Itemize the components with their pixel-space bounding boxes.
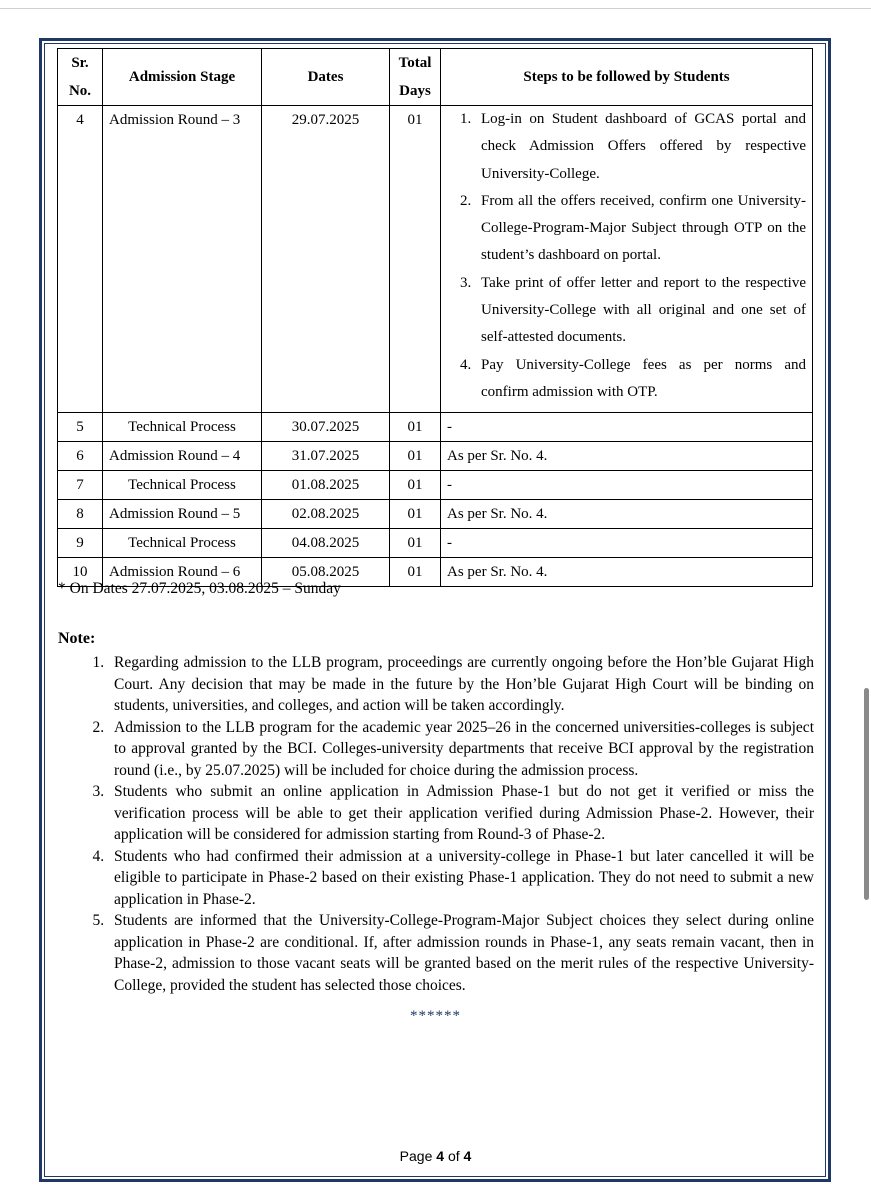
note-item: 1. Regarding admission to the LLB program, proceedings are currently ongoing before the Hon’ble Gujarat High Court. Any decision that may be made in the future by the Hon’ble Gujarat High Court will be binding on students, universities, and colleges, and action will be taken accordingly. xyxy=(108,652,814,717)
notes-list xyxy=(58,652,814,996)
page-current: 4 xyxy=(436,1148,445,1164)
page-number xyxy=(0,1148,871,1164)
row-days: 01 xyxy=(390,442,441,471)
row-sr: 9 xyxy=(58,529,103,558)
step-item: 4. Pay University-College fees as per norms and confirm admission with OTP. xyxy=(475,352,806,407)
table-row xyxy=(58,471,813,500)
header-steps: Steps to be followed by Students xyxy=(441,49,813,106)
table-row xyxy=(58,413,813,442)
row-note: As per Sr. No. 4. xyxy=(441,500,813,529)
row-stage: Admission Round – 4 xyxy=(103,442,262,471)
top-edge xyxy=(0,0,871,9)
row-date: 31.07.2025 xyxy=(262,442,390,471)
note-item: 2. Admission to the LLB program for the academic year 2025–26 in the concerned universities-colleges is subject to approval granted by the BCI. Colleges-university departments that receive BCI approval by the registration round (i.e., by 25.07.2025) will be included for choice during the admission process. xyxy=(108,717,814,782)
row-days: 01 xyxy=(390,471,441,500)
row-days: 01 xyxy=(390,413,441,442)
step-item: 3. Take print of offer letter and report to the respective University-College with all original and one set of self-attested documents. xyxy=(475,270,806,352)
row-days: 01 xyxy=(390,558,441,587)
row-stage: Admission Round – 6 xyxy=(103,558,262,587)
table-row xyxy=(58,500,813,529)
row-stage: Technical Process xyxy=(103,471,262,500)
row-stage: Admission Round – 5 xyxy=(103,500,262,529)
sunday-footnote: * On Dates 27.07.2025, 03.08.2025 – Sunday xyxy=(58,580,341,597)
header-dates: Dates xyxy=(262,49,390,106)
table-row xyxy=(58,442,813,471)
note-heading: Note: xyxy=(58,630,96,647)
row-sr: 5 xyxy=(58,413,103,442)
row-date: 04.08.2025 xyxy=(262,529,390,558)
row-sr: 10 xyxy=(58,558,103,587)
row-stage: Technical Process xyxy=(103,413,262,442)
header-total-days: Total Days xyxy=(390,49,441,106)
row-sr: 4 xyxy=(58,106,103,413)
admission-schedule-table xyxy=(57,48,813,587)
scrollbar-thumb[interactable] xyxy=(864,688,869,900)
table-header-row xyxy=(58,49,813,106)
row-date: 30.07.2025 xyxy=(262,413,390,442)
row-days: 01 xyxy=(390,529,441,558)
note-item: 5. Students are informed that the University-College-Program-Major Subject choices they select during online application in Phase-2 are conditional. If, after admission rounds in Phase-1, any seats remain vacant, then in Phase-2, admission to those vacant seats will be granted based on the merit rules of the respective University-College, provided the student has selected those choices. xyxy=(108,910,814,996)
row-stage: Admission Round – 3 xyxy=(103,106,262,413)
note-item: 3. Students who submit an online application in Admission Phase-1 but do not get it verified or miss the verification process will be able to get their application verified during Admission Phase-2. However, their application will be considered for admission starting from Round-3 of Phase-2. xyxy=(108,781,814,846)
row-days: 01 xyxy=(390,106,441,413)
row-days: 01 xyxy=(390,500,441,529)
row-date: 02.08.2025 xyxy=(262,500,390,529)
row-note: - xyxy=(441,413,813,442)
step-item: 1. Log-in on Student dashboard of GCAS portal and check Admission Offers offered by respective University-College. xyxy=(475,106,806,188)
row-date: 01.08.2025 xyxy=(262,471,390,500)
header-admission-stage: Admission Stage xyxy=(103,49,262,106)
row-sr: 6 xyxy=(58,442,103,471)
page-total: 4 xyxy=(463,1148,472,1164)
steps-list xyxy=(447,106,806,406)
row-note: As per Sr. No. 4. xyxy=(441,558,813,587)
row-date: 29.07.2025 xyxy=(262,106,390,413)
page-of-label: of xyxy=(447,1148,460,1164)
table-row xyxy=(58,106,813,413)
row-note: - xyxy=(441,529,813,558)
note-item: 4. Students who had confirmed their admission at a university-college in Phase-1 but later cancelled it will be eligible to participate in Phase-2 based on their existing Phase-1 application. They do not need to submit a new application in Phase-2. xyxy=(108,846,814,911)
table-row xyxy=(58,529,813,558)
row-note: As per Sr. No. 4. xyxy=(441,442,813,471)
row-stage: Technical Process xyxy=(103,529,262,558)
header-sr-no: Sr. No. xyxy=(58,49,103,106)
row-steps xyxy=(441,106,813,413)
step-item: 2. From all the offers received, confirm one University-College-Program-Major Subject through OTP on the student’s dashboard on portal. xyxy=(475,188,806,270)
row-sr: 7 xyxy=(58,471,103,500)
page-label: Page xyxy=(399,1148,433,1164)
end-separator: ****** xyxy=(410,1008,461,1024)
row-sr: 8 xyxy=(58,500,103,529)
row-note: - xyxy=(441,471,813,500)
row-date: 05.08.2025 xyxy=(262,558,390,587)
